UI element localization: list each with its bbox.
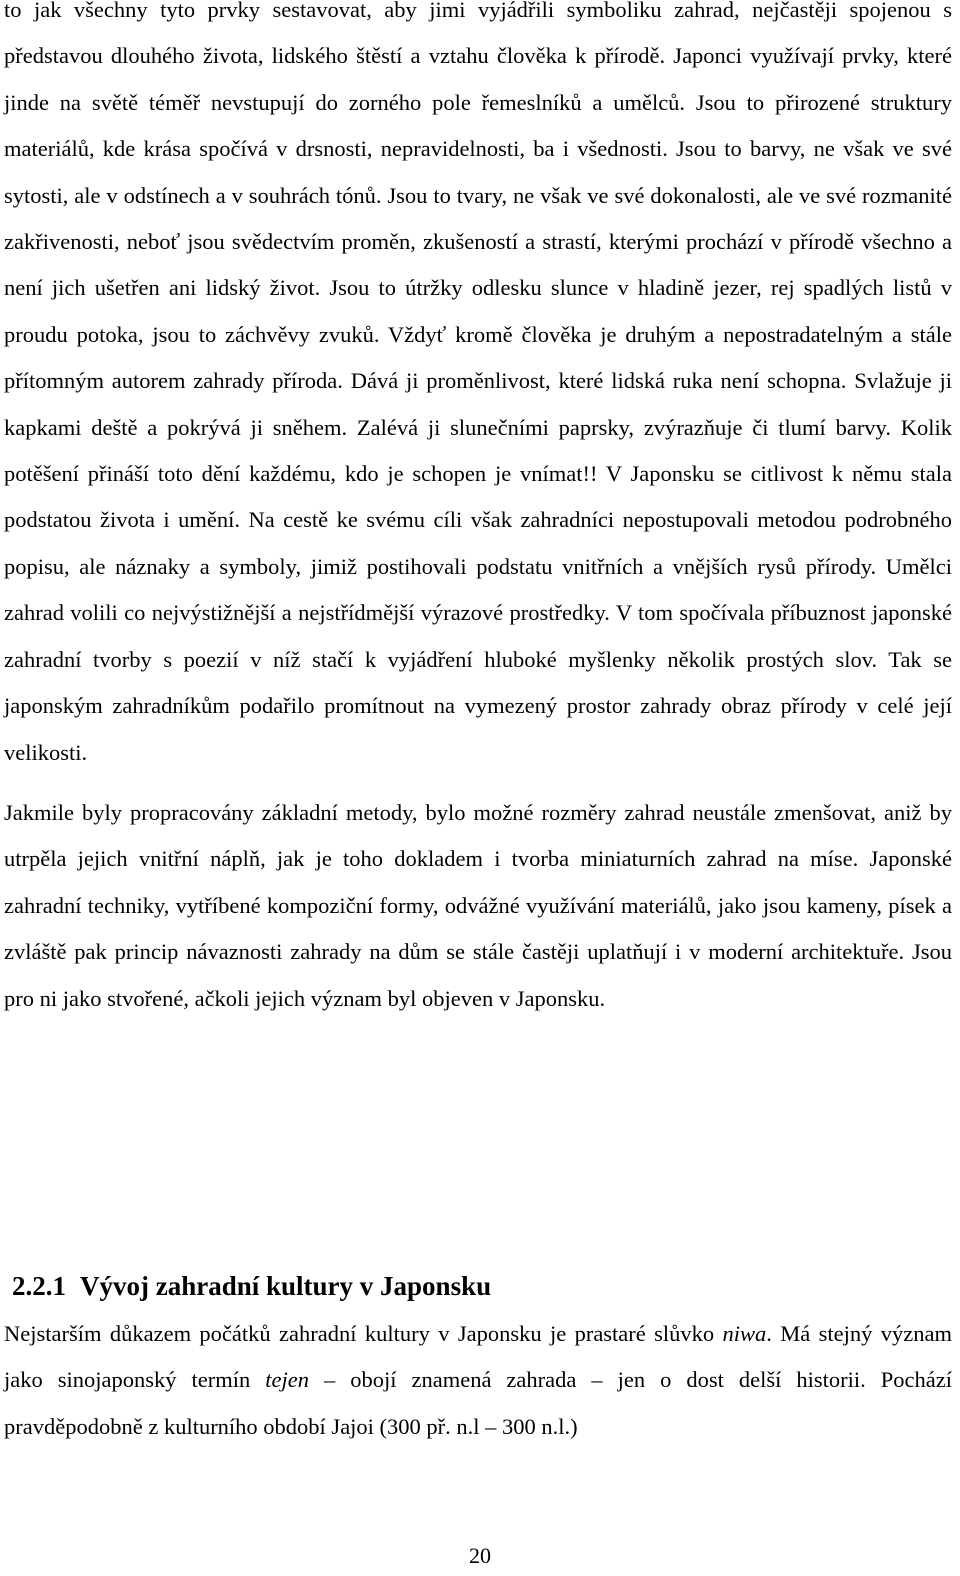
document-page xyxy=(4,0,952,1439)
section-paragraph xyxy=(4,1311,952,1450)
section-title: Vývoj zahradní kultury v Japonsku xyxy=(80,1271,492,1301)
section-paragraph-text: . Má stejný význam jako sinojaponský termín xyxy=(4,1321,952,1393)
body-paragraph: Jakmile byly propracovány základní metody, bylo možné rozměry zahrad neustále zmenšovat, aniž by utrpěla jejich vnitřní náplň, jak je toho dokladem i tvorba miniaturních zahrad na míse. Japonské zahradní techniky, vytříbené kompoziční formy, odvážné využívání materiálů, jako jsou kameny, písek a zvláště pak princip návaznosti zahrady na dům se stále častěji uplatňují i v moderní architektuře. Jsou pro ni jako stvořené, ačkoli jejich význam byl objeven v Japonsku. xyxy=(4,799,952,1011)
term-niwa: niwa xyxy=(722,1321,767,1346)
body-paragraph: to jak všechny tyto prvky sestavovat, aby jimi vyjádřili symboliku zahrad, nejčastěji spojenou s představou dlouhého života, lidského štěstí a vztahu člověka k přírodě. Japonci využívají prvky, které jinde na světě téměř nevstupují do zorného pole řemeslníků a umělců. Jsou to přirozené struktury materiálů, kde krása spočívá v drsnosti, nepravidelnosti, ba i všednosti. Jsou to barvy, ne však ve své sytosti, ale v odstínech a v souhrách tónů. Jsou to tvary, ne však ve své dokonalosti, ale ve své rozmanité zakřivenosti, neboť jsou svědectvím proměn, zkušeností a strastí, kterými prochází v přírodě všechno a není jich ušetřen ani lidský život. Jsou to útržky odlesku slunce v hladině jezer, rej spadlých listů v proudu potoka, jsou to záchvěvy zvuků. Vždyť kromě člověka je druhým a nepostradatelným a stále přítomným autorem zahrady příroda. Dává ji proměnlivost, které lidská ruka není schopna. Svlažuje ji kapkami deště a pokrývá ji sněhem. Zalévá ji slunečními paprsky, zvýrazňuje či tlumí barvy. Kolik potěšení přináší toto dění každému, kdo je schopen je vnímat!! V Japonsku se citlivost k němu stala podstatou života i umění. Na cestě ke svému cíli však zahradníci nepostupovali metodou podrobného popisu, ale náznaky a symboly, jimiž postihovali podstatu vnitřních a vnějších rysů přírody. Umělci zahrad volili co nejvýstižnější a nejstřídmější výrazové prostředky. V tom spočívala příbuznost japonské zahradní tvorby s poezií v níž stačí k vyjádření hluboké myšlenky několik prostých slov. Tak se japonským zahradníkům podařilo promítnout na vymezený prostor zahrady obraz přírody v celé její velikosti. xyxy=(4,0,952,765)
term-tejen: tejen xyxy=(265,1367,309,1393)
section-number: 2.2.1 xyxy=(12,1271,66,1301)
section-paragraph-text: – obojí znamená zahrada – jen o dost delší historii. Pochází pravděpodobně z kulturního období Jajoi (300 př. n.l – 300 n.l.) xyxy=(4,1367,952,1439)
section-paragraph-text: Nejstarším důkazem počátků zahradní kultury v Japonsku je prastaré slůvko xyxy=(4,1321,723,1346)
page-number: 20 xyxy=(469,1543,491,1568)
section-heading xyxy=(12,1268,491,1304)
